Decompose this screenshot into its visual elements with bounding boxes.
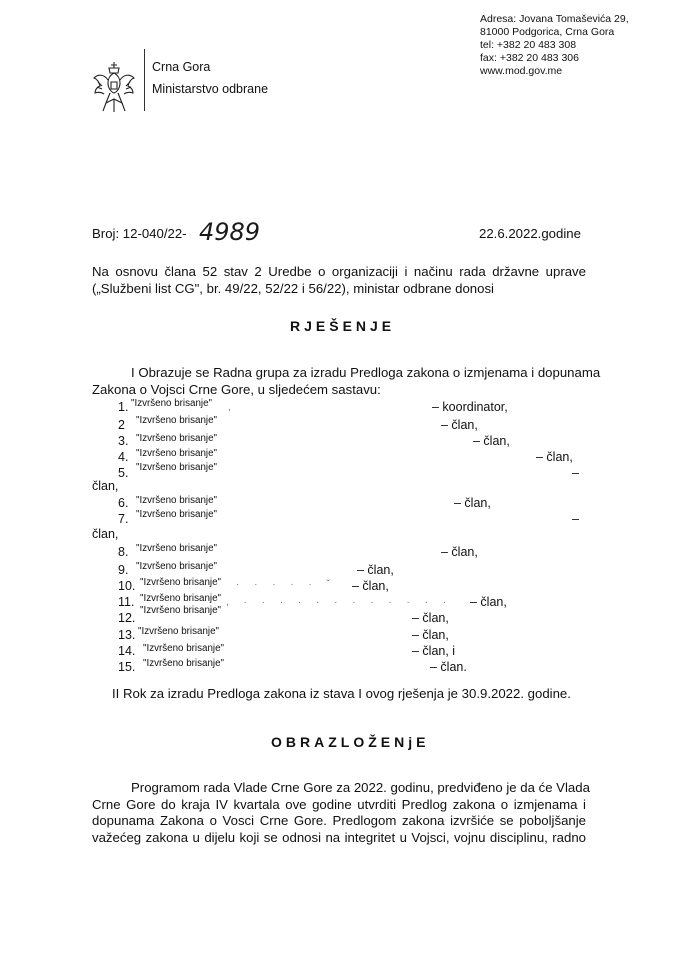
member-role: – <box>572 466 579 480</box>
section-one-text: I Obrazuje se Radna grupa za izradu Predloga zakona o izmjenama i dopunama <box>131 365 601 380</box>
member-role: – član, <box>441 545 478 559</box>
member-number: 13. <box>118 628 136 642</box>
member-number: 8. <box>118 545 129 559</box>
redaction-trace: , · · · · · · · · · · · · <box>226 597 453 608</box>
member-number: 14. <box>118 644 136 658</box>
redaction-trace: , <box>228 402 237 413</box>
member-number: 3. <box>118 434 129 448</box>
redaction-trace: · · · · · ˇ <box>236 579 336 590</box>
member-role: – član, <box>352 579 389 593</box>
explanation-title: OBRAZLOŽENjE <box>271 734 430 750</box>
member-number: 4. <box>118 450 129 464</box>
member-number: 5. <box>118 466 129 480</box>
explanation-line: dopunama Zakona o Vosci Crne Gore. Predlogom zakona izvršiće se poboljšanje <box>92 813 586 828</box>
fax-line: fax: +382 20 483 306 <box>480 52 579 64</box>
member-number: 2 <box>118 418 125 432</box>
member-role: – član, <box>454 496 491 510</box>
redacted-name: "Izvršeno brisanje" <box>136 433 218 444</box>
redacted-name: "Izvršeno brisanje" <box>143 643 225 654</box>
member-role: – član, <box>470 595 507 609</box>
redacted-name: "Izvršeno brisanje" <box>136 495 218 506</box>
redacted-name: "Izvršeno brisanje" <box>131 398 213 409</box>
member-role: – koordinator, <box>432 400 508 414</box>
member-role: – član, <box>412 628 449 642</box>
redacted-name: "Izvršeno brisanje" <box>136 448 218 459</box>
explanation-line: važećeg zakona u dijelu koji se odnosi na integritet u Vojsci, vojnu disciplinu, radno <box>92 830 586 845</box>
member-role: – <box>572 512 579 526</box>
redacted-name: "Izvršeno brisanje" <box>143 658 225 669</box>
member-role: – član, i <box>412 644 456 658</box>
member-role: – član. <box>430 660 467 674</box>
member-role-continued: član, <box>92 479 119 493</box>
redacted-name: "Izvršeno brisanje" <box>140 577 222 588</box>
member-role: – član, <box>412 611 449 625</box>
website-line: www.mod.gov.me <box>480 65 563 77</box>
redacted-name: "Izvršeno brisanje" <box>136 509 218 520</box>
coat-of-arms-icon <box>92 60 136 116</box>
redacted-name: "Izvršeno brisanje" <box>138 626 220 637</box>
handwritten-number <box>197 218 287 246</box>
member-number: 10. <box>118 579 136 593</box>
redacted-name: "Izvršeno brisanje" <box>136 415 218 426</box>
member-role: – član, <box>536 450 573 464</box>
header-divider <box>144 49 145 111</box>
member-number: 15. <box>118 660 136 674</box>
document-date: 22.6.2022.godine <box>479 226 581 241</box>
phone-line: tel: +382 20 483 308 <box>480 39 577 51</box>
intro-line: („Službeni list CG", br. 49/22, 52/22 i 56/22), ministar odbrane donosi <box>92 281 494 296</box>
member-number: 6. <box>118 496 129 510</box>
address-line: 81000 Podgorica, Crna Gora <box>480 26 615 38</box>
member-role-continued: član, <box>92 527 119 541</box>
redacted-name: "Izvršeno brisanje" <box>136 543 218 554</box>
member-number: 12. <box>118 611 136 625</box>
redacted-name: "Izvršeno brisanje" <box>136 462 218 473</box>
member-role: – član, <box>441 418 478 432</box>
member-number: 7. <box>118 512 129 526</box>
intro-line: Na osnovu člana 52 stav 2 Uredbe o organizaciji i načinu rada državne uprave <box>92 264 586 279</box>
member-role: – član, <box>473 434 510 448</box>
explanation-line: Programom rada Vlade Crne Gore za 2022. godinu, predviđeno je da će Vlada <box>131 780 590 795</box>
explanation-line: Crne Gore do kraja IV kvartala ove godine utvrditi Predlog zakona o izmjenama i <box>92 797 586 812</box>
redacted-name: "Izvršeno brisanje" <box>140 605 222 616</box>
document-number: Broj: 12-040/22- <box>92 226 187 241</box>
member-number: 1. <box>118 400 129 414</box>
section-two-text: II Rok za izradu Predloga zakona iz stava I ovog rješenja je 30.9.2022. godine. <box>112 686 571 701</box>
section-one-text: Zakona o Vojsci Crne Gore, u sljedećem sastavu: <box>92 382 381 397</box>
member-number: 9. <box>118 563 129 577</box>
org-name: Crna Gora <box>152 60 211 74</box>
handwritten-number-text: 4989 <box>199 218 261 246</box>
decision-title: RJEŠENJE <box>290 318 396 334</box>
ministry-name: Ministarstvo odbrane <box>152 82 269 96</box>
member-role: – član, <box>357 563 394 577</box>
redacted-name: "Izvršeno brisanje" <box>140 593 222 604</box>
address-line: Adresa: Jovana Tomaševića 29, <box>480 13 629 25</box>
member-number: 11. <box>118 595 135 609</box>
redacted-name: "Izvršeno brisanje" <box>136 561 218 572</box>
